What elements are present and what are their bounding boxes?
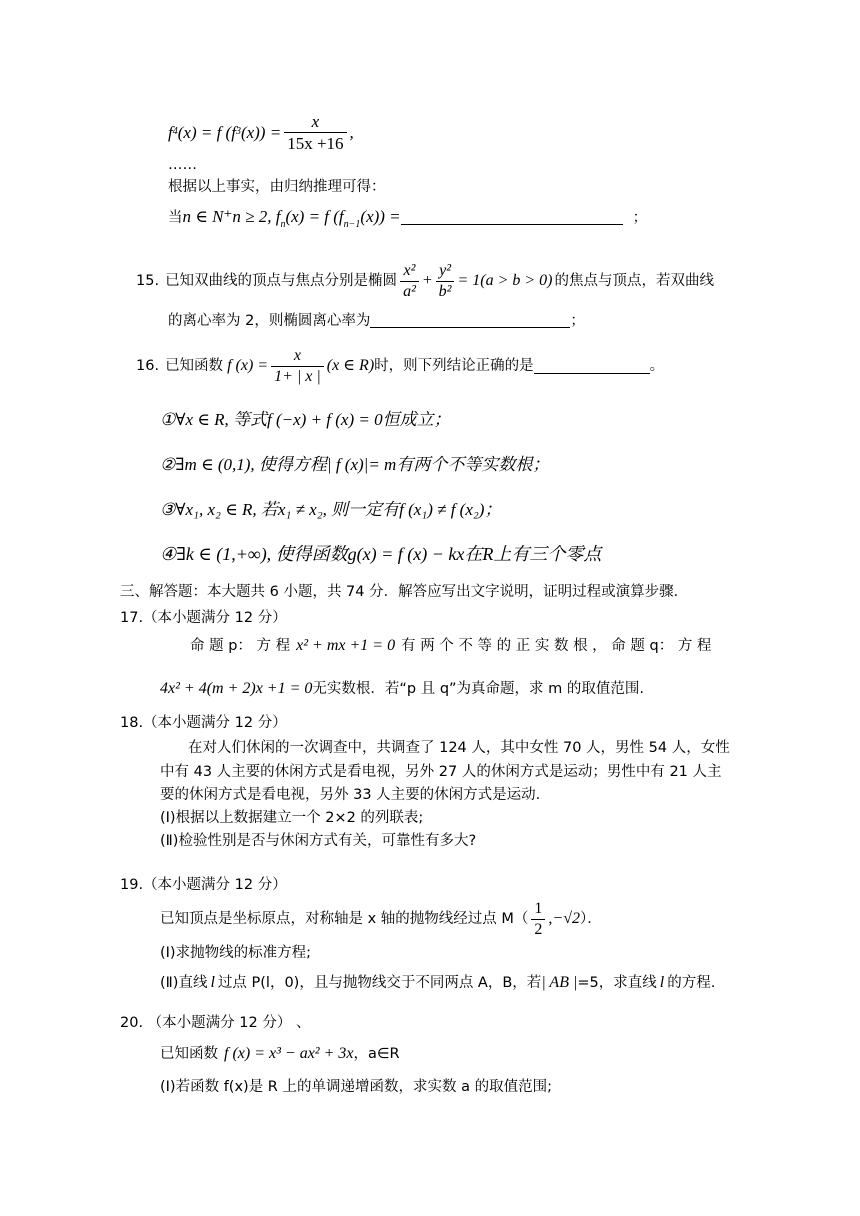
q15-line2-suffix: ； [570, 312, 585, 329]
q17-line1-b: 有 两 个 不 等 的 正 实 数 根 ， 命 题 q： 方 程 [401, 637, 712, 654]
fn-answer-blank[interactable] [401, 208, 623, 225]
q15-frac-y-num: y² [436, 263, 455, 282]
q18-header: 18.（本小题满分 12 分） [120, 715, 287, 731]
fn-expr2: (x) = f (f [285, 207, 344, 226]
q15-line1 [136, 256, 714, 306]
q19-ab: | AB | [541, 974, 578, 991]
q16-frac-den: 1+ | x | [274, 367, 321, 385]
q15-frac-x-den: a² [403, 282, 416, 300]
q20-line1 [160, 1046, 400, 1062]
f4-comma: , [349, 122, 354, 142]
q19-line3-c: =5，求直线 [577, 974, 657, 991]
q18-line-4: (I)根据以上数据建立一个 2×2 的列联表; [160, 810, 424, 826]
q20-expr: f (x) = x³ − ax² + 3x [224, 1045, 354, 1062]
q19-line1-c: ）． [580, 910, 602, 927]
q17-expr2: 4x² + 4(m + 2)x +1 = 0 [160, 680, 313, 697]
q19-line1-b: ,−√2 [548, 910, 580, 927]
q16-item-4: ④∃k ∈ (1,+∞), 使得函数g(x) = f (x) − kx在R上有三个零点 [160, 544, 602, 564]
q18-line-3: 要的休闲方式是看电视，另外 33 人主要的休闲方式是运动. [160, 787, 541, 803]
q20-header: 20. （本小题满分 12 分） 、 [120, 1015, 311, 1031]
q15-eq: = 1(a > b > 0) [457, 272, 553, 289]
q19-frac-num: 1 [531, 901, 545, 920]
q19-fraction [531, 901, 545, 938]
fn-expr3: (x)) = [360, 207, 401, 226]
fn-suffix: ； [632, 209, 648, 226]
q15-frac-y [436, 263, 455, 300]
f4-formula: f 4 (x) = f (f 3 (x)) = $\frac{x}{15x +16}$ , [168, 111, 354, 153]
q16-frac-num: x [271, 348, 324, 367]
q17-line1 [190, 638, 711, 654]
q16-answer-blank[interactable] [534, 359, 650, 374]
q19-line3 [160, 975, 715, 991]
q15-number: 15. [136, 272, 160, 289]
q16-fraction [271, 348, 324, 385]
q19-line3-d: 的方程. [667, 974, 716, 991]
q20-line2: (I)若函数 f(x)是 R 上的单调递增函数，求实数 a 的取值范围; [160, 1079, 552, 1095]
q15-plus: + [421, 272, 433, 289]
q19-line3-b: 过点 P(l，0)，且与抛物线交于不同两点 A，B，若 [217, 974, 542, 991]
q19-line1 [160, 898, 602, 940]
fn-prefix: 当 [168, 209, 183, 226]
section-3-heading: 三、解答题：本大题共 6 小题，共 74 分．解答应写出文字说明，证明过程或演算步骤． [120, 584, 689, 600]
q16-line1 [136, 344, 664, 388]
q15-text1: 已知双曲线的顶点与焦点分别是椭圆 [165, 272, 398, 289]
q19-header: 19.（本小题满分 12 分） [120, 877, 287, 893]
q16-item-3: ③∀x₁, x₂ ∈ R, 若x₁ ≠ x₂, 则一定有f (x₁) ≠ f (x₂)； [160, 500, 502, 519]
q19-line1-a: 已知顶点是坐标原点，对称轴是 x 轴的抛物线经过点 M（ [160, 910, 529, 927]
ellipsis: …… [168, 157, 197, 173]
fn-expr: n ∈ N⁺n ≥ 2, f [182, 207, 281, 226]
q18-line-1: 在对人们休闲的一次调查中，共调查了 124 人，其中女性 70 人，男性 54 人，女性 [188, 740, 730, 756]
q15-frac-y-den: b² [438, 282, 452, 300]
q16-suffix: 。 [649, 357, 665, 374]
q19-frac-den: 2 [534, 920, 543, 938]
q17-line1-a: 命 题 p： 方 程 [190, 637, 291, 654]
q19-l-symbol: l [210, 974, 215, 991]
q16-text1: 已知函数 [165, 357, 224, 374]
q17-header: 17.（本小题满分 12 分） [120, 610, 287, 626]
q17-line2 [160, 681, 644, 697]
q20-line1-a: 已知函数 [160, 1045, 218, 1062]
q15-answer-blank[interactable] [370, 313, 570, 328]
q16-text2: 时，则下列结论正确的是 [374, 357, 534, 374]
q19-line2: (I)求抛物线的标准方程; [160, 945, 311, 961]
q15-line2-text: 的离心率为 2，则椭圆离心率为 [168, 312, 371, 329]
q20-line1-b: ，a∈R [353, 1045, 400, 1062]
induction-text: 根据以上事实，由归纳推理可得： [168, 179, 386, 195]
f4-lhs: f [168, 122, 173, 142]
f4-numerator: x [284, 113, 346, 133]
q16-fx: f (x) = [227, 357, 269, 374]
q16-item-2: ②∃m ∈ (0,1), 使得方程| f (x)|= m有两个不等实数根； [160, 455, 550, 474]
q18-line-2: 中有 43 人主要的休闲方式是看电视，另外 27 人的休闲方式是运动；男性中有 21 人主 [160, 764, 722, 780]
q15-frac-x-num: x² [400, 263, 419, 282]
f4-tail: (x)) = [240, 122, 282, 142]
f4-mid: (x) = f (f [177, 122, 236, 142]
f4-fraction [284, 113, 346, 152]
q16-cond: (x ∈ R) [326, 357, 375, 374]
q15-line2 [168, 313, 585, 328]
q15-frac-x [400, 263, 419, 300]
f4-denominator: 15x +16 [287, 133, 344, 153]
q17-expr1: x² + mx +1 = 0 [296, 637, 396, 654]
q19-l-symbol-2: l [659, 974, 665, 991]
q17-line2-text: 无实数根．若“p 且 q”为真命题，求 m 的取值范围. [312, 680, 645, 697]
q16-number: 16. [136, 357, 160, 374]
fn-line: 当 n ∈ N⁺n ≥ 2, f n (x) = f (f n−1 (x)) = ； [168, 207, 648, 230]
q15-text2: 的焦点与顶点，若双曲线 [554, 272, 714, 289]
q19-line3-a: (Ⅱ)直线 [160, 974, 208, 991]
q18-line-5: (Ⅱ)检验性别是否与休闲方式有关，可靠性有多大? [160, 833, 477, 849]
q16-item-1: ①∀x ∈ R, 等式f (−x) + f (x) = 0恒成立； [160, 410, 451, 429]
